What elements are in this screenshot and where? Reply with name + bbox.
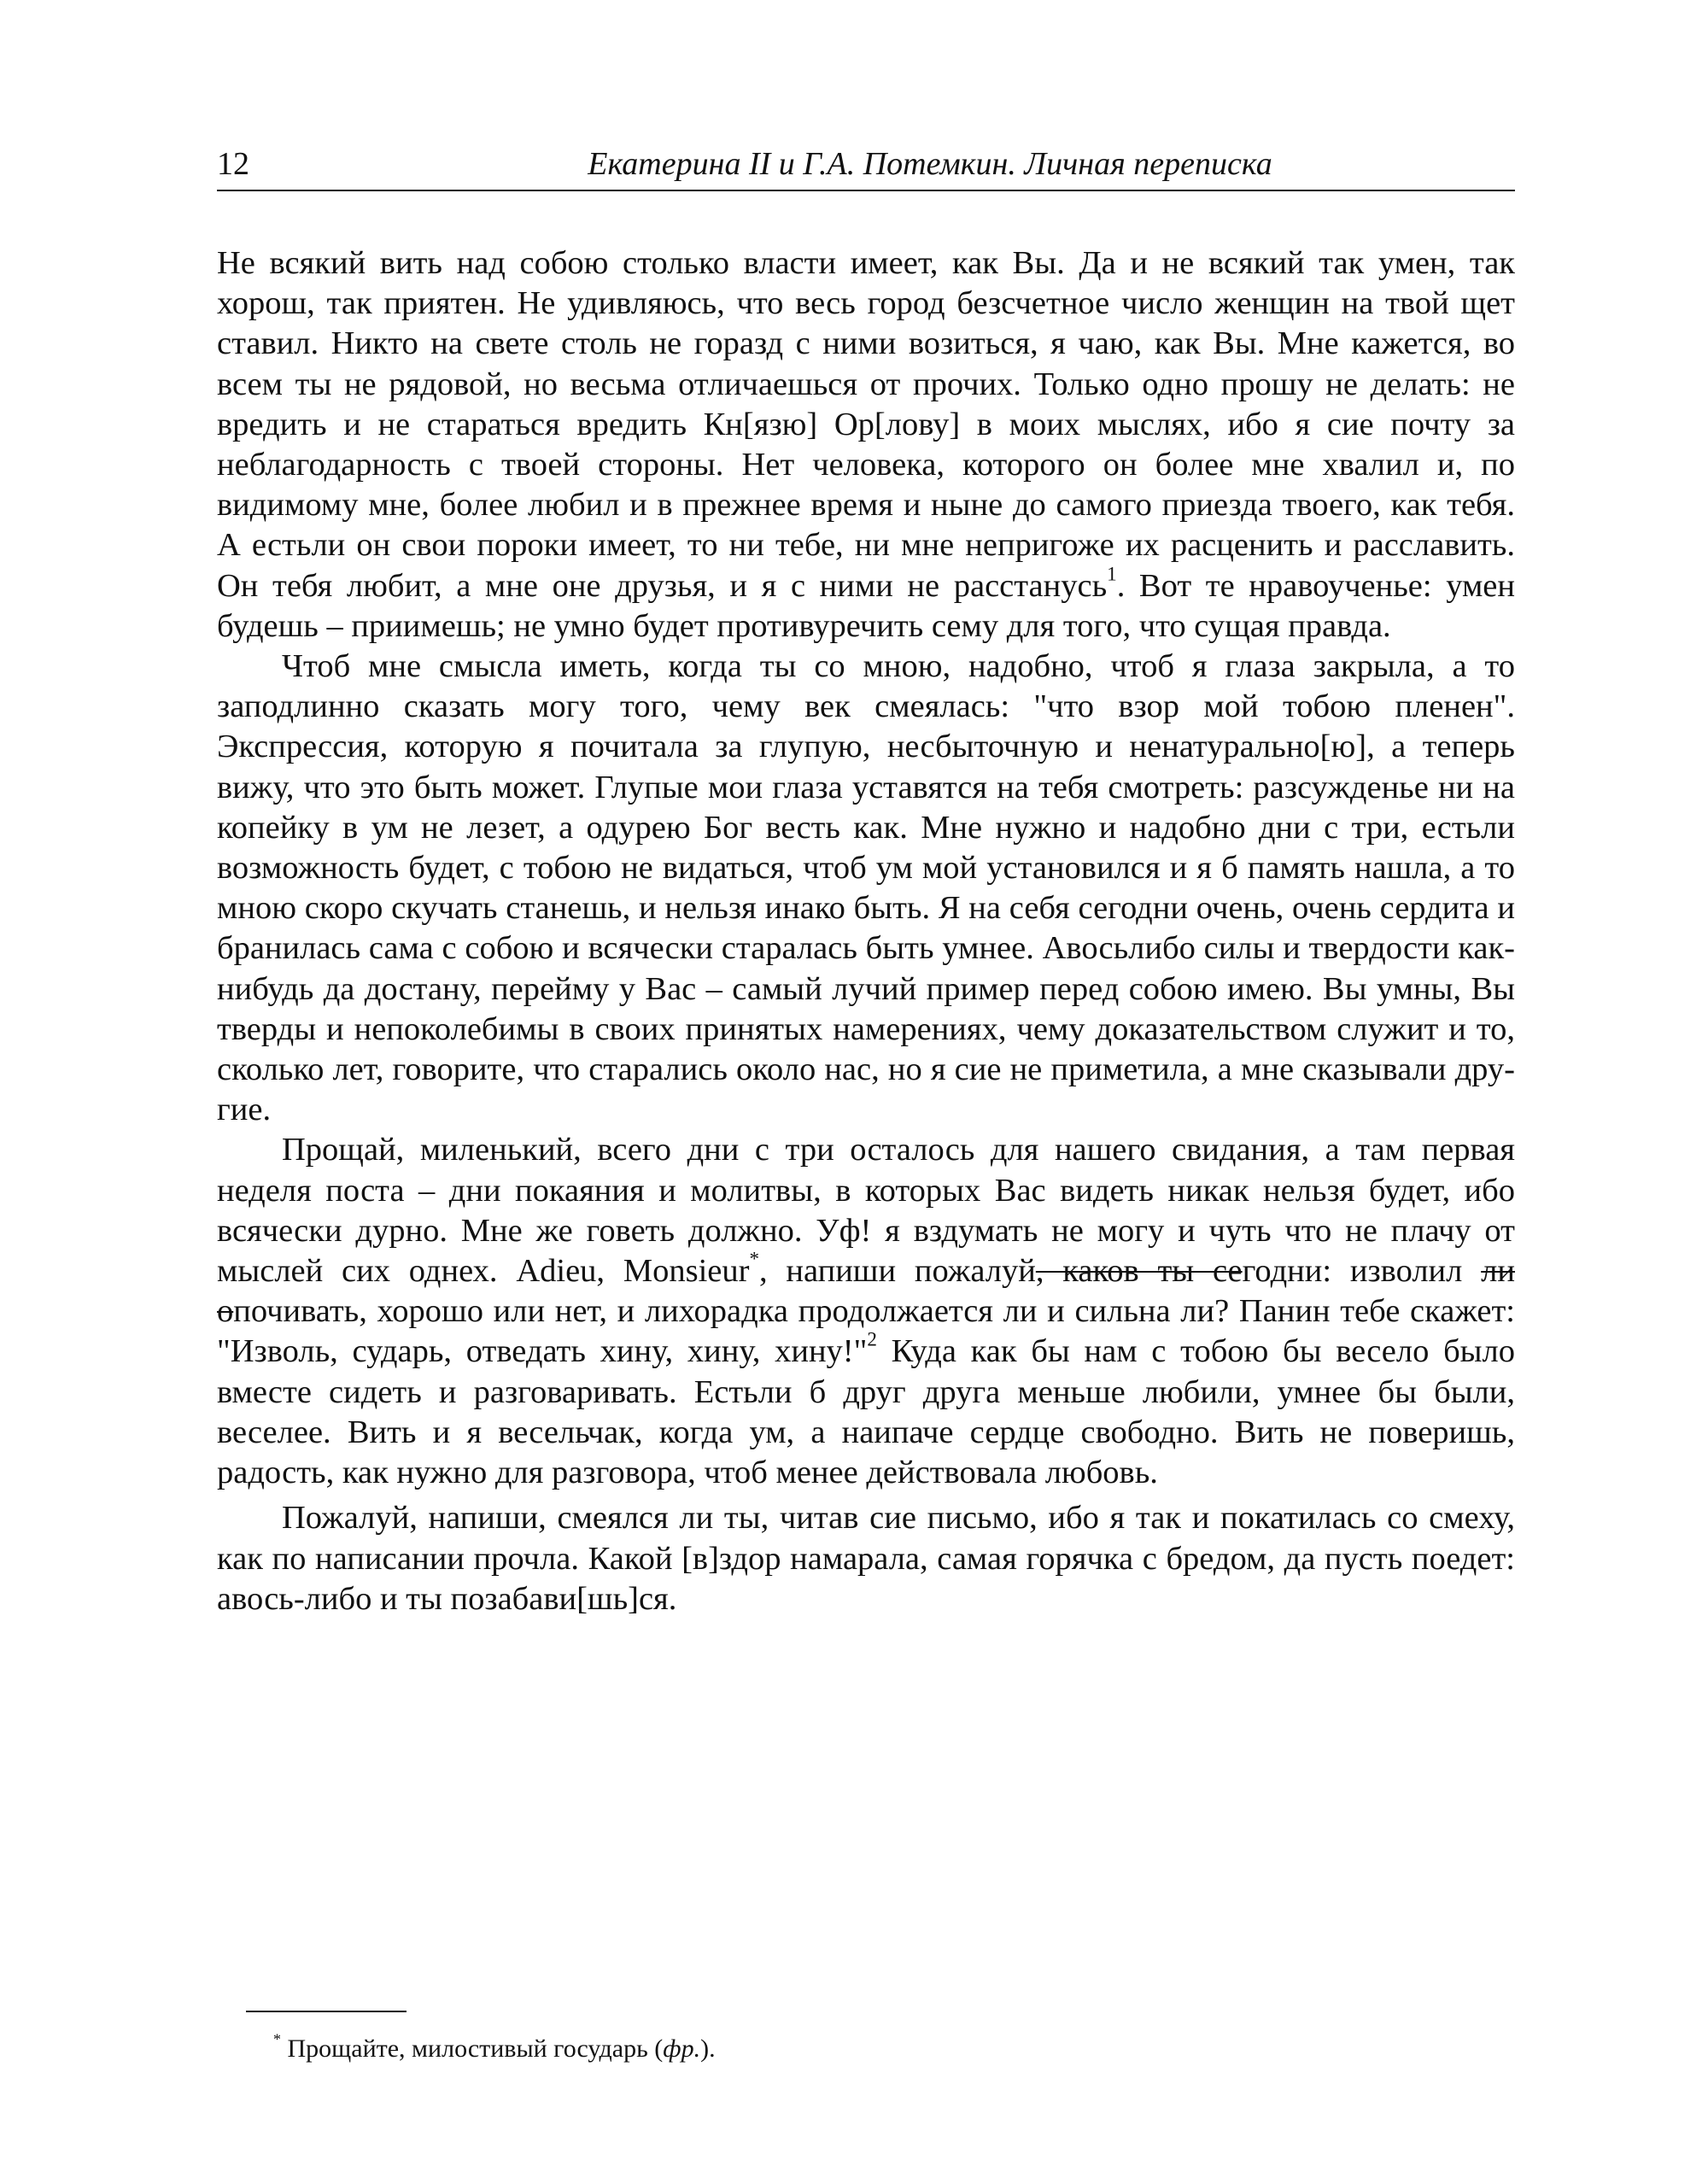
paragraph-3-text-e: Куда как бы нам с тобою бы весело было вместе сидеть и разговаривать. Естьли б друг друга меньше любили, умнее бы были, веселее. Вить и я весельчак, когда ум, а наипаче сердце свободно. Вить не поверишь, радость, как нужно для разговора, чтоб менее действовала любовь. [217,1333,1515,1491]
struck-text-2: ли о [217,1253,1515,1330]
footnote [273,2031,716,2067]
paragraph-3-text-b: , напиши пожалуй [758,1253,1036,1290]
note-ref-2: 2 [867,1328,877,1351]
letter-text [217,243,1515,1619]
paragraph-3 [217,1130,1515,1493]
page-number: 12 [217,146,249,182]
footnote-close: ). [700,2035,716,2063]
paragraph-4-text: Пожалуй, напиши, смеялся ли ты, читав сие письмо, ибо я так и покатилась со смеху, как по написании прочла. Какой [в]здор намарала, самая горячка с бредом, да пусть поедет: авось-либо и ты позабави[шь]ся. [217,1500,1515,1617]
running-head [217,138,1515,190]
running-title: Екатерина II и Г.А. Потемкин. Личная переписка [588,146,1272,182]
footnote-text: Прощайте, милостивый государь ( [287,2035,664,2063]
footnote-language: фр. [663,2035,701,2063]
note-ref-1: 1 [1107,562,1117,585]
paragraph-1-text: Не всякий вить над собою столько власти имеет, как Вы. Да и не всякий так умен, так хорош, так приятен. Не удивляюсь, что весь город безсчетное число женщин на твой щет ставил. Никто на свете столь не горазд с ними возиться, я чаю, как Вы. Мне кажется, во всем ты не рядовой, но весьма отличаешься от прочих. Только одно прошу не делать: не вредить и не стараться вредить Кн[язю] Ор[лову] в моих мыслях, ибо я сие почту за неблагодарность с твоей стороны. Нет человека, которого он более мне хвалил и, по видимому мне, более любил и в прежнее время и ныне до самого приезда твоего, как тебя. А естьли он свои пороки имеет, то ни тебе, ни мне непригоже их расценить и расславить. Он тебя любит, а мне оне друзья, и я с ними не расстанусь [217,245,1515,604]
header-rule [217,190,1515,191]
footnote-rule [246,2011,407,2012]
footnote-marker: * [273,2030,281,2048]
paragraph-3-text-a: Прощай, миленький, всего дни с три осталось для нашего свидания, а там первая неделя поста – дни покаяния и молитвы, в которых Вас видеть никак нельзя будет, ибо всячески дурно. Мне же говеть должно. Уф! я вздумать не могу и чуть что не плачу от мыслей сих однех. Adieu, Monsieur [217,1132,1515,1290]
paragraph-2-text: Чтоб мне смысла иметь, когда ты со мною, надобно, чтоб я глаза закрыла, а то заподлинно сказать могу того, чему век смеялась: "что взор мой тобою пленен". Экспрессия, которую я почитала за глупую, несбыточную и ненатурально[ю], а теперь вижу, что это быть может. Глупые мои глаза уставятся на тебя смотреть: разсужденье ни на копейку в ум не лезет, а одурею Бог весть как. Мне нужно и надобно дни с три, естьли возможность будет, с тобою не видаться, чтоб ум мой установился и я б память нашла, а то мною скоро скучать станешь, и нельзя инако быть. Я на себя сегодни очень, очень сердита и бранилась сама с собою и всячески старалась быть умнее. Авосьлибо силы и твердости как-нибудь да достану, перейму у Вас – самый лучий пример перед собою имею. Вы умны, Вы тверды и непоколебимы в своих принятых намерениях, чему доказательством служит и то, сколько лет, говорите, что старались около нас, но я сие не приметила, а мне сказывали другие. [217,648,1515,1128]
paragraph-2 [217,647,1515,1130]
paragraph-3-text-c: годни: изволил [1242,1253,1482,1290]
footnote-star-ref: * [749,1247,759,1270]
paragraph-1 [217,243,1515,647]
paragraph-4 [217,1498,1515,1619]
paragraph-1-tail: . Вот те нравоученье: умен будешь – приимешь; не умно будет противуречить сему для того, что сущая правда. [217,567,1515,644]
paragraph-3-text-d: почивать, хорошо или нет, и лихорадка продолжается ли и сильна ли? Панин тебе скажет: "Изволь, сударь, отведать хину, хину, хину!" [217,1293,1515,1370]
struck-text-1: , каков ты се [1035,1253,1243,1290]
